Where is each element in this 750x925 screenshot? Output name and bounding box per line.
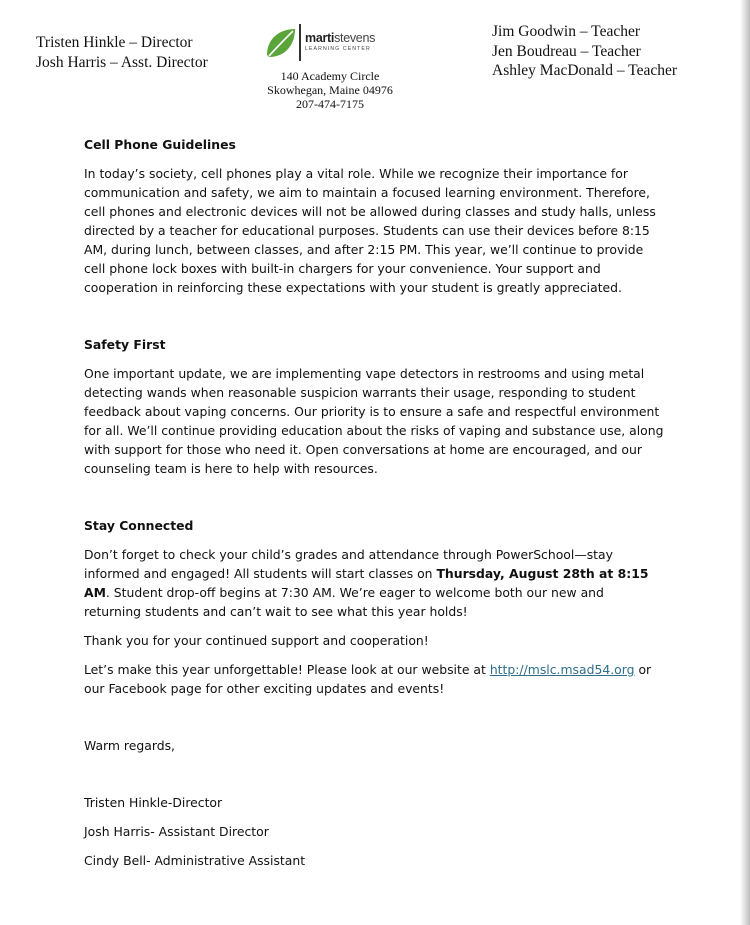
header-left-staff: [36, 33, 208, 73]
section-heading-connected: Stay Connected: [84, 518, 194, 533]
start-date-bold: Thursday, August 28th at 8:15 AM: [84, 566, 649, 600]
address-city: Skowhegan, Maine 04976: [267, 83, 393, 97]
signature-asst-director: Josh Harris- Assistant Director: [84, 824, 269, 839]
website-paragraph: [84, 660, 664, 698]
section-heading-safety: Safety First: [84, 337, 166, 352]
address-street: 140 Academy Circle: [280, 69, 380, 83]
page-edge-shadow: [740, 0, 750, 925]
thanks-line: Thank you for your continued support and cooperation!: [84, 633, 429, 648]
connected-text-end: . Student drop-off begins at 7:30 AM. We’re eager to welcome both our new and returning students and can’t wait to see what this year holds!: [84, 585, 604, 619]
staff-asst-director: Josh Harris – Asst. Director: [36, 54, 208, 71]
school-logo: [263, 23, 393, 63]
logo-subtitle: LEARNING CENTER: [305, 46, 371, 52]
section-safety: [84, 335, 664, 478]
logo-name-light: stevens: [334, 31, 376, 45]
staff-director: Tristen Hinkle – Director: [36, 34, 193, 51]
address-phone: 207-474-7175: [296, 97, 364, 111]
letter-body: [84, 135, 664, 870]
logo-name-bold: marti: [305, 31, 335, 45]
logo-wordmark: [305, 31, 375, 45]
section-body-connected: [84, 545, 664, 621]
leaf-icon: [263, 25, 299, 61]
website-text: Let’s make this year unforgettable! Please look at our website at: [84, 662, 490, 677]
website-text-end: or our Facebook page for other exciting updates and events!: [84, 662, 652, 696]
section-connected: [84, 516, 664, 698]
website-link[interactable]: http://mslc.msad54.org: [489, 662, 635, 677]
section-body-cell-phone: In today’s society, cell phones play a vital role. While we recognize their importance for communication and safety, we aim to maintain a focused learning environment. Therefore, cell phones and electronic devices will not be allowed during classes and study halls, unless directed by a teacher for educational purposes. Students can use their devices before 8:15 AM, during lunch, between classes, and after 2:15 PM. This year, we’ll continue to provide cell phone lock boxes with built-in chargers for your convenience. Your support and cooperation in reinforcing these expectations with your student is greatly appreciated.: [84, 166, 656, 295]
signature-admin-assistant: Cindy Bell- Administrative Assistant: [84, 853, 306, 868]
staff-teacher: Jim Goodwin – Teacher: [492, 23, 640, 40]
header-right-staff: [492, 22, 677, 81]
school-address: [250, 69, 410, 111]
logo-divider: [299, 24, 301, 61]
section-heading-cell-phone: Cell Phone Guidelines: [84, 137, 236, 152]
staff-teacher: Jen Boudreau – Teacher: [492, 42, 641, 60]
staff-teacher: Ashley MacDonald – Teacher: [492, 62, 677, 79]
signature-director: Tristen Hinkle-Director: [84, 795, 223, 810]
section-body-safety: One important update, we are implementing vape detectors in restrooms and using metal detecting wands when reasonable suspicion warrants their usage, responding to student feedback about vaping concerns. Our priority is to ensure a safe and respectful environment for all. We’ll continue providing education about the risks of vaping and substance use, along with support for those who need it. Open conversations at home are encouraged, and our counseling team is here to help with resources.: [84, 366, 664, 476]
closing-line: Warm regards,: [84, 738, 175, 753]
connected-text: Don’t forget to check your child’s grades and attendance through PowerSchool—stay informed and engaged! All students will start classes on: [84, 547, 613, 581]
